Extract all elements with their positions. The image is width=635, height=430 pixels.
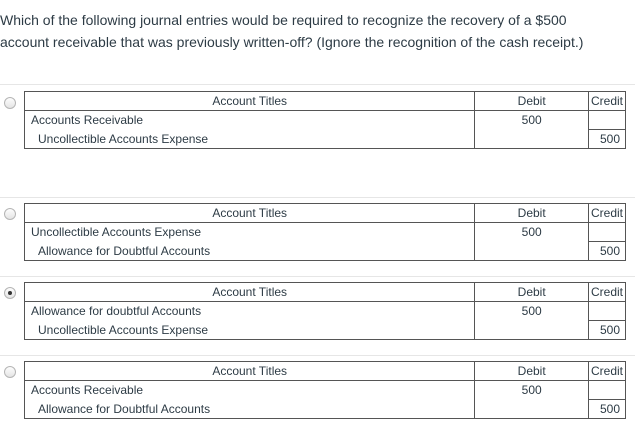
answer-option-3[interactable] bbox=[0, 276, 635, 337]
journal-entry-table bbox=[24, 91, 626, 149]
credit-cell-empty bbox=[589, 302, 626, 321]
credit-account: Uncollectible Accounts Expense bbox=[25, 321, 475, 340]
credit-account: Uncollectible Accounts Expense bbox=[25, 130, 475, 149]
journal-entry-table bbox=[24, 282, 626, 340]
header-credit: Credit bbox=[589, 283, 626, 302]
credit-amount: 500 bbox=[589, 400, 626, 419]
radio-option-1[interactable] bbox=[4, 97, 16, 109]
debit-account: Allowance for doubtful Accounts bbox=[25, 302, 475, 321]
header-debit: Debit bbox=[475, 362, 589, 381]
question-line-2: account receivable that was previously written-off? (Ignore the recognition of the cash receipt.) bbox=[0, 34, 584, 50]
header-credit: Credit bbox=[589, 362, 626, 381]
credit-account: Allowance for Doubtful Accounts bbox=[25, 400, 475, 419]
header-account-titles: Account Titles bbox=[25, 204, 475, 223]
header-credit: Credit bbox=[589, 92, 626, 111]
header-credit: Credit bbox=[589, 204, 626, 223]
question-line-1: Which of the following journal entries would be required to recognize the recovery of a $500 bbox=[0, 12, 567, 28]
debit-account: Uncollectible Accounts Expense bbox=[25, 223, 475, 242]
debit-amount: 500 bbox=[475, 223, 589, 242]
header-debit: Debit bbox=[475, 283, 589, 302]
journal-entry-table bbox=[24, 203, 626, 261]
credit-amount: 500 bbox=[589, 130, 626, 149]
debit-account: Accounts Receivable bbox=[25, 381, 475, 400]
journal-entry-table bbox=[24, 361, 626, 419]
debit-cell-empty bbox=[475, 242, 589, 261]
debit-cell-empty bbox=[475, 321, 589, 340]
credit-cell-empty bbox=[589, 381, 626, 400]
radio-option-2[interactable] bbox=[4, 208, 16, 220]
radio-option-3-selected[interactable] bbox=[4, 287, 16, 299]
credit-cell-empty bbox=[589, 111, 626, 130]
debit-amount: 500 bbox=[475, 111, 589, 130]
header-account-titles: Account Titles bbox=[25, 362, 475, 381]
header-debit: Debit bbox=[475, 92, 589, 111]
radio-option-4[interactable] bbox=[4, 366, 16, 378]
answer-option-1[interactable] bbox=[0, 84, 635, 146]
credit-account: Allowance for Doubtful Accounts bbox=[25, 242, 475, 261]
debit-account: Accounts Receivable bbox=[25, 111, 475, 130]
header-debit: Debit bbox=[475, 204, 589, 223]
header-account-titles: Account Titles bbox=[25, 283, 475, 302]
credit-cell-empty bbox=[589, 223, 626, 242]
header-account-titles: Account Titles bbox=[25, 92, 475, 111]
debit-amount: 500 bbox=[475, 302, 589, 321]
debit-amount: 500 bbox=[475, 381, 589, 400]
question-text bbox=[0, 9, 630, 53]
answer-option-2[interactable] bbox=[0, 197, 635, 258]
credit-amount: 500 bbox=[589, 321, 626, 340]
answer-option-4[interactable] bbox=[0, 355, 635, 416]
debit-cell-empty bbox=[475, 130, 589, 149]
debit-cell-empty bbox=[475, 400, 589, 419]
credit-amount: 500 bbox=[589, 242, 626, 261]
